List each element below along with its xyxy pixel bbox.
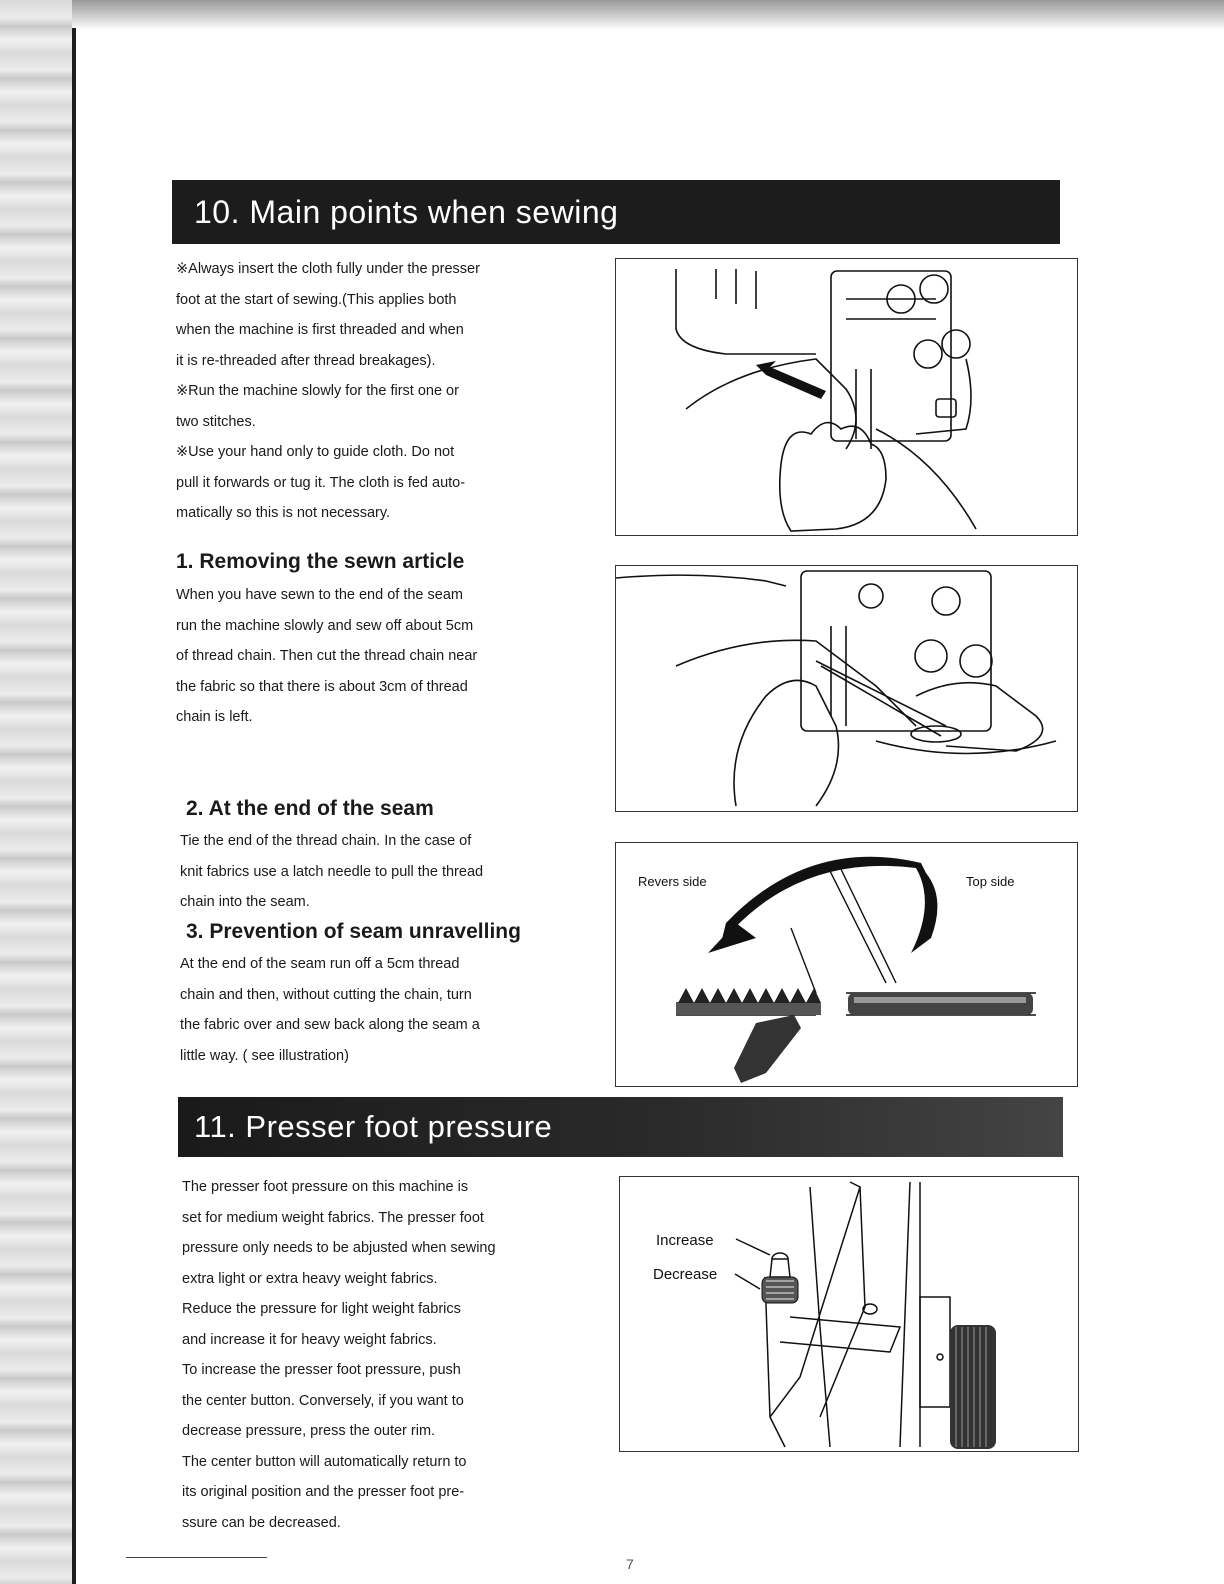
intro-line: pull it forwards or tug it. The cloth is fed auto- [176,474,466,491]
item-3-line: the fabric over and sew back along the seam a [180,1017,480,1033]
label-top-side: Top side [966,874,1015,889]
illustration-seam-reverse [616,843,1077,1086]
section-11-line: To increase the presser foot pressure, push [182,1362,461,1378]
section-11-line: Reduce the pressure for light weight fabrics [182,1301,461,1317]
item-3-text [180,949,480,1071]
illustration-cut-thread [616,566,1077,811]
item-3-line: chain and then, without cutting the chain, turn [180,986,472,1003]
scan-shadow-left [0,0,72,1584]
intro-line: when the machine is first threaded and when [176,322,464,338]
item-1-line: When you have sewn to the end of the seam [176,587,463,603]
item-1-line: chain is left. [176,709,253,725]
binding-edge [72,28,76,1584]
section-11-title: 11. Presser foot pressure [194,1109,553,1144]
intro-line: ※Use your hand only to guide cloth. Do not [176,444,455,460]
item-2-heading: 2. At the end of the seam [186,797,434,820]
section-10-intro [176,254,480,529]
item-1-line: of thread chain. Then cut the thread chain near [176,648,478,664]
item-3-line: At the end of the seam run off a 5cm thread [180,956,460,972]
section-11-line: its original position and the presser foot pre- [182,1484,465,1500]
label-increase: Increase [656,1232,714,1249]
label-decrease: Decrease [653,1266,718,1283]
figure-pressure-knob [619,1176,1079,1452]
section-11-line: The presser foot pressure on this machine is [182,1179,469,1195]
figure-cut-thread [615,565,1078,812]
item-2-line: chain into the seam. [180,894,310,910]
section-11-line: The center button will automatically return to [182,1453,467,1470]
item-2-line: knit fabrics use a latch needle to pull the thread [180,863,484,880]
illustration-pressure-knob [620,1177,1078,1451]
figure-insert-cloth [615,258,1078,536]
intro-line: ※Run the machine slowly for the first one or [176,383,459,399]
intro-line: ※Always insert the cloth fully under the presser [176,261,480,277]
illustration-insert-cloth [616,259,1077,535]
label-revers-side: Revers side [638,874,707,889]
section-10-heading [172,180,1060,244]
item-2-text [180,826,483,918]
section-11-line: decrease pressure, press the outer rim. [182,1423,436,1439]
section-11-line: the center button. Conversely, if you want to [182,1392,464,1409]
item-1-line: run the machine slowly and sew off about 5cm [176,617,474,634]
figure-seam-reverse [615,842,1078,1087]
item-1-heading: 1. Removing the sewn article [176,550,465,573]
section-11-line: and increase it for heavy weight fabrics. [182,1331,437,1348]
intro-line: it is re-threaded after thread breakages). [176,352,436,369]
item-3-heading: 3. Prevention of seam unravelling [186,920,521,943]
intro-line: matically so this is not necessary. [176,505,391,521]
scan-shadow-top [0,0,1224,30]
section-11-line: extra light or extra heavy weight fabrics. [182,1270,438,1287]
section-11-line: set for medium weight fabrics. The presser foot [182,1209,484,1226]
item-1-line: the fabric so that there is about 3cm of thread [176,678,468,695]
section-11-line: ssure can be decreased. [182,1514,341,1531]
footnote-rule [126,1557,267,1558]
intro-line: foot at the start of sewing.(This applies both [176,291,457,308]
item-1-text [176,580,477,733]
section-11-heading [178,1097,1063,1157]
section-11-line: pressure only needs to be abjusted when sewing [182,1240,496,1256]
section-10-title: 10. Main points when sewing [194,193,619,230]
section-11-text [182,1172,496,1538]
item-2-line: Tie the end of the thread chain. In the case of [180,833,472,849]
item-3-line: little way. ( see illustration) [180,1047,349,1064]
page-number: 7 [626,1556,634,1572]
intro-line: two stitches. [176,413,256,430]
